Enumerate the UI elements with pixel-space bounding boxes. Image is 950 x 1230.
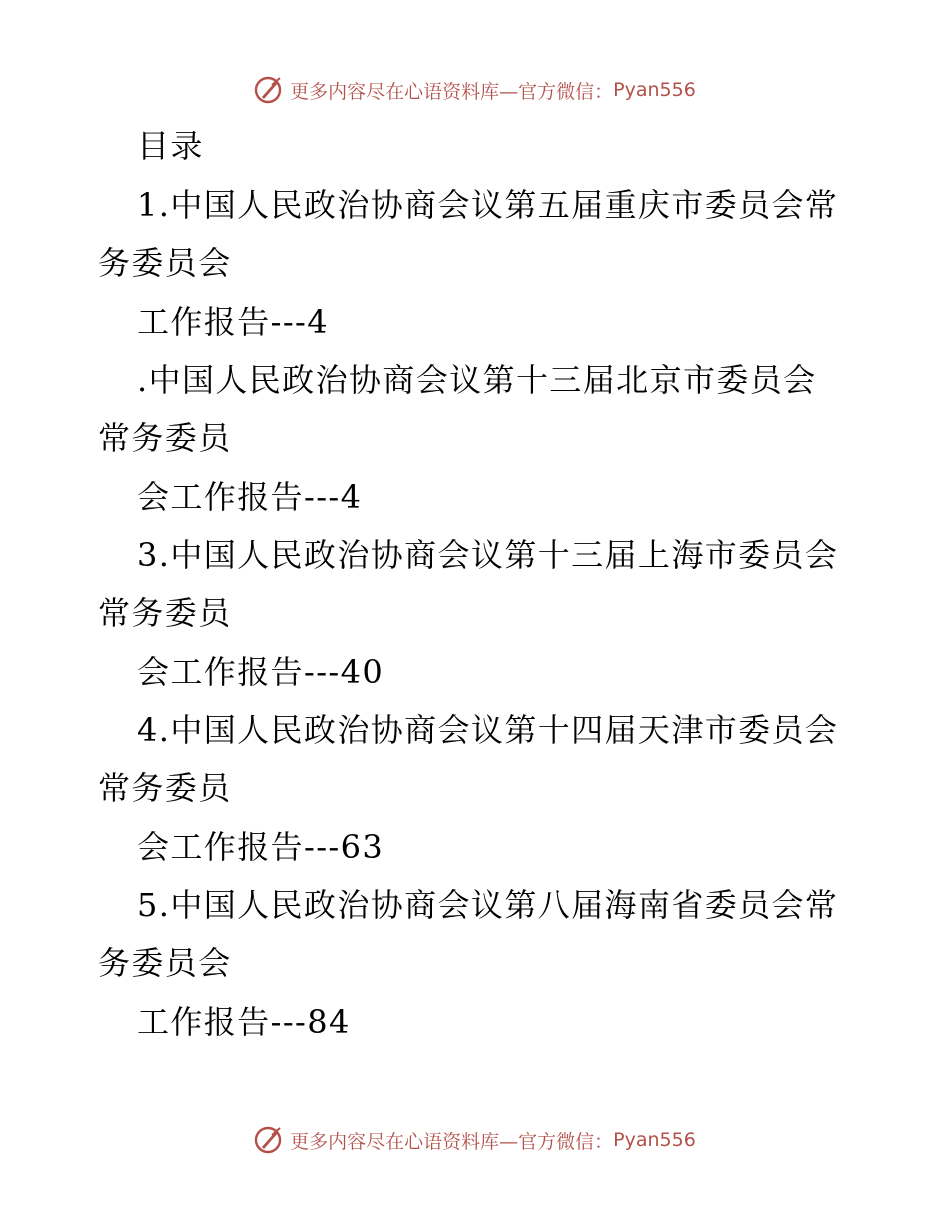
toc-title: 目录 (137, 127, 204, 165)
footer-watermark-wechat: Pyan556 (613, 1129, 696, 1151)
toc-line: 1.中国人民政治协商会议第五届重庆市委员会常 (137, 186, 839, 224)
toc-line: 3.中国人民政治协商会议第十三届上海市委员会 (137, 536, 839, 574)
toc-line: 工作报告---84 (137, 1003, 351, 1041)
toc-line: 常务委员 (98, 769, 232, 807)
quill-logo-icon (254, 75, 284, 105)
toc-line: 5.中国人民政治协商会议第八届海南省委员会常 (137, 886, 839, 924)
header-watermark-text: 更多内容尽在心语资料库—官方微信： (290, 80, 614, 103)
header-watermark-wechat: Pyan556 (613, 79, 696, 101)
footer-watermark-text: 更多内容尽在心语资料库—官方微信： (290, 1130, 614, 1153)
toc-line: 务委员会 (98, 944, 232, 982)
toc-line: 会工作报告---40 (137, 653, 385, 691)
toc-line: .中国人民政治协商会议第十三届北京市委员会 (137, 361, 817, 399)
header-watermark (0, 70, 950, 110)
toc-line: 工作报告---4 (137, 303, 329, 341)
toc-line: 务委员会 (98, 244, 232, 282)
toc-line: 常务委员 (98, 419, 232, 457)
toc-line: 4.中国人民政治协商会议第十四届天津市委员会 (137, 711, 839, 749)
footer-watermark (0, 1120, 950, 1160)
toc-line: 会工作报告---4 (137, 478, 363, 516)
toc-line: 常务委员 (98, 594, 232, 632)
toc-line: 会工作报告---63 (137, 828, 385, 866)
quill-logo-icon (254, 1125, 284, 1155)
